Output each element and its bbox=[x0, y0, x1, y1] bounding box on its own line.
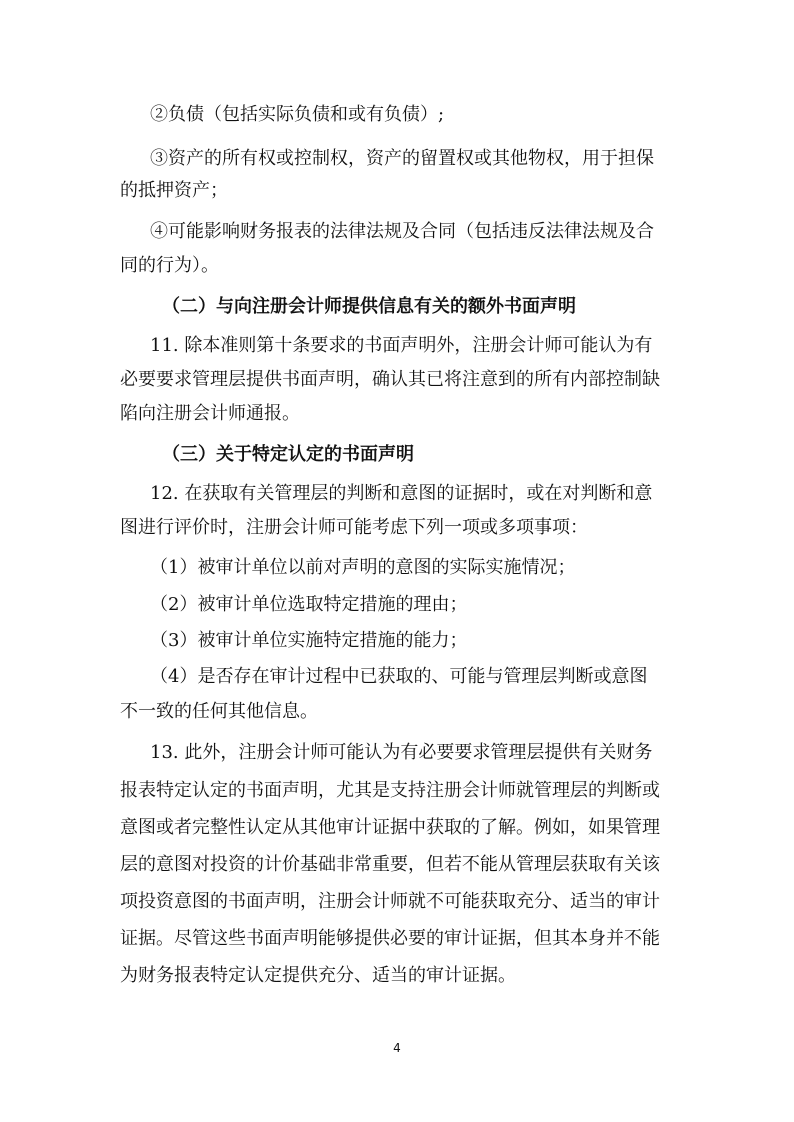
para-11-line-2: 必要要求管理层提供书面声明，确认其已将注意到的所有内部控制缺 bbox=[120, 369, 660, 390]
section-2-heading: （二）与向注册会计师提供信息有关的额外书面声明 bbox=[162, 296, 576, 317]
section-3-heading: （三）关于特定认定的书面声明 bbox=[162, 444, 414, 465]
item-3-ownership-line-1: ③资产的所有权或控制权，资产的留置权或其他物权，用于担保 bbox=[150, 148, 654, 169]
para-13-line-3: 意图或者完整性认定从其他审计证据中获取的了解。例如，如果管理 bbox=[120, 817, 660, 838]
item-2-liabilities-line-1: ②负债（包括实际负债和或有负债）; bbox=[150, 104, 445, 125]
list-12-item-1: （1）被审计单位以前对声明的意图的实际实施情况； bbox=[150, 557, 576, 578]
para-12-line-2: 图进行评价时，注册会计师可能考虑下列一项或多项事项： bbox=[120, 517, 588, 538]
para-13-line-1: 13. 此外，注册会计师可能认为有必要要求管理层提供有关财务 bbox=[150, 742, 653, 763]
page-number: 4 bbox=[393, 1041, 401, 1055]
item-3-ownership-line-2: 的抵押资产； bbox=[120, 180, 228, 201]
list-12-item-2: （2）被审计单位选取特定措施的理由； bbox=[150, 594, 468, 615]
para-11-line-3: 陷向注册会计师通报。 bbox=[120, 403, 300, 424]
para-11-line-1: 11. 除本准则第十条要求的书面声明外，注册会计师可能认为有 bbox=[150, 335, 653, 356]
para-13-line-7: 为财务报表特定认定提供充分、适当的审计证据。 bbox=[120, 965, 516, 986]
list-12-item-4-line-1: （4）是否存在审计过程中已获取的、可能与管理层判断或意图 bbox=[150, 666, 648, 687]
item-4-laws-line-2: 同的行为）。 bbox=[120, 255, 219, 276]
para-13-line-4: 层的意图对投资的计价基础非常重要，但若不能从管理层获取有关该 bbox=[120, 854, 660, 875]
para-13-line-2: 报表特定认定的书面声明，尤其是支持注册会计师就管理层的判断或 bbox=[120, 780, 660, 801]
list-12-item-3: （3）被审计单位实施特定措施的能力； bbox=[150, 630, 468, 651]
para-12-line-1: 12. 在获取有关管理层的判断和意图的证据时，或在对判断和意 bbox=[150, 483, 653, 504]
para-13-line-5: 项投资意图的书面声明，注册会计师就不可能获取充分、适当的审计 bbox=[120, 891, 660, 912]
para-13-line-6: 证据。尽管这些书面声明能够提供必要的审计证据，但其本身并不能 bbox=[120, 928, 660, 949]
item-4-laws-line-1: ④可能影响财务报表的法律法规及合同（包括违反法律法规及合 bbox=[150, 221, 654, 242]
list-12-item-4-line-2: 不一致的任何其他信息。 bbox=[120, 701, 318, 722]
